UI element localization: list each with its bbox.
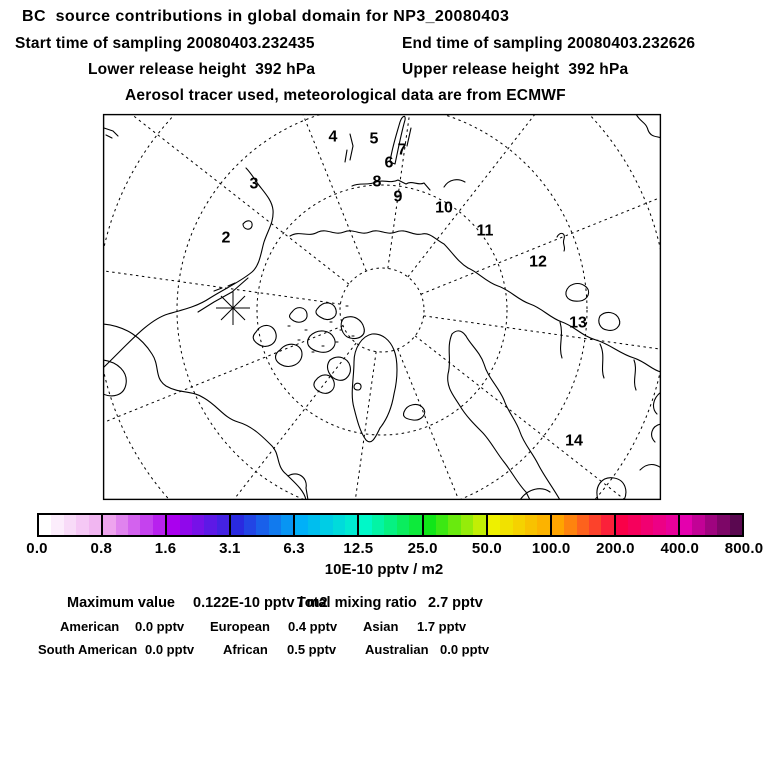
polar-stereographic-map bbox=[102, 113, 663, 502]
colorbar-cell bbox=[680, 515, 692, 535]
colorbar-cell bbox=[76, 515, 88, 535]
region-number: 2 bbox=[221, 229, 231, 247]
contribution-label: Australian bbox=[365, 642, 429, 657]
colorbar-cell bbox=[89, 515, 101, 535]
colorbar-segment bbox=[229, 515, 293, 535]
colorbar-cell bbox=[51, 515, 63, 535]
colorbar-cell bbox=[116, 515, 128, 535]
colorbar-cell bbox=[217, 515, 229, 535]
colorbar-cell bbox=[564, 515, 576, 535]
upper-release-label: Upper release height 392 hPa bbox=[402, 61, 629, 78]
colorbar-cell bbox=[320, 515, 332, 535]
colorbar-cell bbox=[436, 515, 448, 535]
colorbar-tick-label: 3.1 bbox=[219, 540, 241, 557]
colorbar-cell bbox=[537, 515, 549, 535]
contribution-value: 1.7 pptv bbox=[417, 619, 467, 634]
plot-title: BC source contributions in global domain for NP3_20080403 bbox=[22, 8, 510, 25]
colorbar-cell bbox=[488, 515, 500, 535]
colorbar-cell bbox=[424, 515, 436, 535]
colorbar-cell bbox=[577, 515, 589, 535]
colorbar-cell bbox=[397, 515, 409, 535]
contribution-value: 0.5 pptv bbox=[287, 642, 337, 657]
colorbar-cell bbox=[256, 515, 268, 535]
region-number: 14 bbox=[565, 432, 583, 450]
contribution-label: Asian bbox=[363, 619, 399, 634]
colorbar-cell bbox=[204, 515, 216, 535]
colorbar-cell bbox=[717, 515, 729, 535]
station-asterisk-marker bbox=[216, 291, 250, 325]
colorbar-cell bbox=[448, 515, 460, 535]
colorbar-segment bbox=[293, 515, 357, 535]
colorbar-tick-label: 6.3 bbox=[283, 540, 305, 557]
region-number: 12 bbox=[529, 253, 547, 271]
colorbar-cell bbox=[103, 515, 115, 535]
colorbar-cell bbox=[589, 515, 601, 535]
colorbar-cell bbox=[473, 515, 485, 535]
end-time-label: End time of sampling 20080403.232626 bbox=[402, 35, 696, 52]
colorbar-cell bbox=[153, 515, 165, 535]
colorbar-cell bbox=[167, 515, 179, 535]
region-number: 10 bbox=[435, 199, 453, 217]
max-value-label: Maximum value bbox=[67, 595, 175, 611]
region-number-labels bbox=[222, 129, 587, 450]
colorbar-tick-label: 50.0 bbox=[471, 540, 502, 557]
colorbar-tick-label: 25.0 bbox=[407, 540, 438, 557]
total-mixing-ratio-label: Total mixing ratio bbox=[297, 595, 417, 611]
colorbar-cell bbox=[525, 515, 537, 535]
colorbar-tick-label: 800.0 bbox=[724, 540, 764, 557]
colorbar-cell bbox=[461, 515, 473, 535]
colorbar-cell bbox=[345, 515, 357, 535]
colorbar-cell bbox=[628, 515, 640, 535]
colorbar-tick-label: 12.5 bbox=[343, 540, 374, 557]
colorbar-cell bbox=[692, 515, 704, 535]
colorbar-cell bbox=[513, 515, 525, 535]
contribution-value: 0.4 pptv bbox=[288, 619, 338, 634]
colorbar-unit-label: 10E-10 pptv / m2 bbox=[324, 561, 444, 578]
colorbar-segment bbox=[101, 515, 165, 535]
colorbar-cell bbox=[641, 515, 653, 535]
colorbar-cell bbox=[180, 515, 192, 535]
colorbar-segment bbox=[614, 515, 678, 535]
region-number: 9 bbox=[393, 188, 403, 206]
colorbar-tick-label: 400.0 bbox=[660, 540, 699, 557]
colorbar-cell bbox=[192, 515, 204, 535]
colorbar-segment bbox=[678, 515, 742, 535]
contribution-label: American bbox=[60, 619, 120, 634]
contribution-label: African bbox=[223, 642, 268, 657]
colorbar-cell bbox=[128, 515, 140, 535]
max-value: 0.122E-10 pptv / m2 bbox=[193, 595, 328, 611]
colorbar-segment bbox=[165, 515, 229, 535]
colorbar-cell bbox=[730, 515, 742, 535]
colorbar-cell bbox=[269, 515, 281, 535]
colorbar-cell bbox=[552, 515, 564, 535]
start-time-label: Start time of sampling 20080403.232435 bbox=[15, 35, 315, 52]
region-number: 4 bbox=[328, 128, 338, 146]
colorbar-cell bbox=[653, 515, 665, 535]
region-number: 8 bbox=[372, 173, 382, 191]
colorbar-cell bbox=[616, 515, 628, 535]
colorbar-cell bbox=[308, 515, 320, 535]
colorbar-cell bbox=[295, 515, 307, 535]
region-number: 5 bbox=[369, 130, 379, 148]
region-number: 7 bbox=[397, 141, 407, 159]
colorbar-cell bbox=[500, 515, 512, 535]
colorbar-cell bbox=[666, 515, 678, 535]
colorbar-cell bbox=[140, 515, 152, 535]
colorbar-tick-label: 200.0 bbox=[596, 540, 635, 557]
colorbar-cell bbox=[359, 515, 371, 535]
colorbar-cell bbox=[384, 515, 396, 535]
colorbar-cell bbox=[244, 515, 256, 535]
colorbar-cell bbox=[409, 515, 421, 535]
total-mixing-ratio-value: 2.7 pptv bbox=[428, 595, 483, 611]
colorbar-tick-label: 100.0 bbox=[531, 540, 571, 557]
colorbar-cell bbox=[333, 515, 345, 535]
lower-release-label: Lower release height 392 hPa bbox=[88, 61, 316, 78]
colorbar-cell bbox=[231, 515, 243, 535]
contribution-value: 0.0 pptv bbox=[135, 619, 185, 634]
region-number: 13 bbox=[569, 314, 587, 332]
colorbar-segment bbox=[357, 515, 421, 535]
colorbar-segment bbox=[550, 515, 614, 535]
contribution-label: European bbox=[210, 619, 270, 634]
colorbar-cell bbox=[601, 515, 613, 535]
region-number: 3 bbox=[249, 175, 259, 193]
colorbar-cell bbox=[39, 515, 51, 535]
region-number: 11 bbox=[476, 222, 494, 240]
colorbar-cell bbox=[281, 515, 293, 535]
colorbar-cell bbox=[705, 515, 717, 535]
colorbar bbox=[37, 513, 744, 537]
contribution-value: 0.0 pptv bbox=[440, 642, 490, 657]
region-number: 6 bbox=[384, 154, 394, 172]
colorbar-segment bbox=[39, 515, 101, 535]
tracer-note: Aerosol tracer used, meteorological data are from ECMWF bbox=[125, 87, 566, 104]
colorbar-tick-label: 1.6 bbox=[154, 540, 177, 557]
colorbar-cell bbox=[64, 515, 76, 535]
contribution-value: 0.0 pptv bbox=[145, 642, 195, 657]
colorbar-tick-label: 0.8 bbox=[90, 540, 112, 557]
colorbar-segment bbox=[422, 515, 486, 535]
colorbar-cell bbox=[372, 515, 384, 535]
colorbar-segment bbox=[486, 515, 550, 535]
contribution-label: South American bbox=[38, 642, 138, 657]
colorbar-tick-label: 0.0 bbox=[26, 540, 48, 557]
